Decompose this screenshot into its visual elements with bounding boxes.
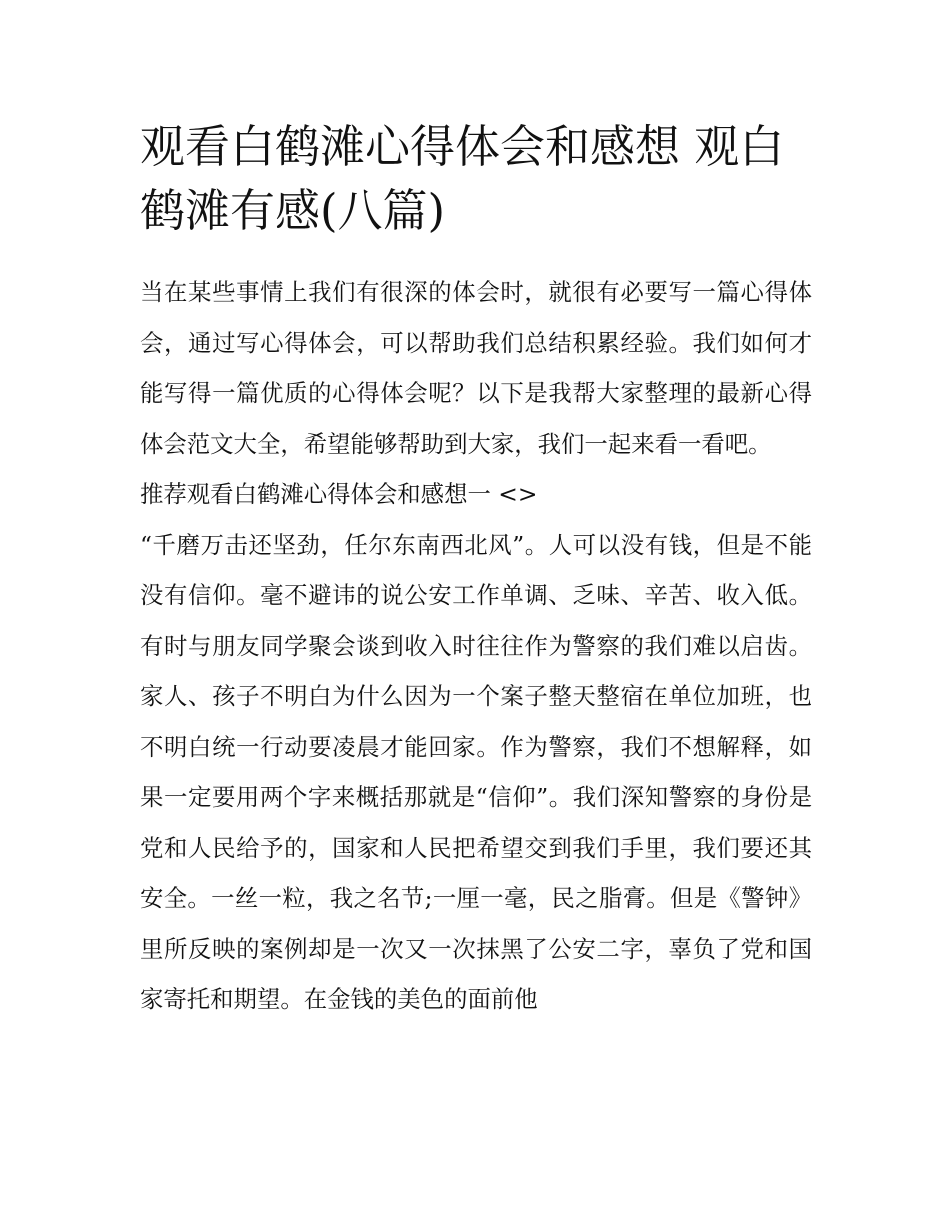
- section-body-paragraph: “千磨万击还坚劲，任尔东南西北风”。人可以没有钱，但是不能没有信仰。毫不避讳的说公安工作单调、乏味、辛苦、收入低。有时与朋友同学聚会谈到收入时往往作为警察的我们难以启齿。家人、孩子不明白为什么因为一个案子整天整宿在单位加班，也不明白统一行动要凌晨才能回家。作为警察，我们不想解释，如果一定要用两个字来概括那就是“信仰”。我们深知警察的身份是党和人民给予的，国家和人民把希望交到我们手里，我们要还其安全。一丝一粒，我之名节;一厘一毫，民之脂膏。但是《警钟》里所反映的案例却是一次又一次抹黑了公安二字，辜负了党和国家寄托和期望。在金钱的美色的面前他: [140, 530, 812, 1013]
- section-heading: 推荐观看白鹤滩心得体会和感想一 <>: [140, 480, 538, 508]
- document-content: [140, 115, 812, 1025]
- intro-paragraph: 当在某些事情上我们有很深的体会时，就很有必要写一篇心得体会，通过写心得体会，可以帮助我们总结积累经验。我们如何才能写得一篇优质的心得体会呢？以下是我帮大家整理的最新心得体会范文大全，希望能够帮助到大家，我们一起来看一看吧。: [140, 278, 812, 458]
- document-title: 观看白鹤滩心得体会和感想 观白鹤滩有感(八篇): [140, 120, 785, 237]
